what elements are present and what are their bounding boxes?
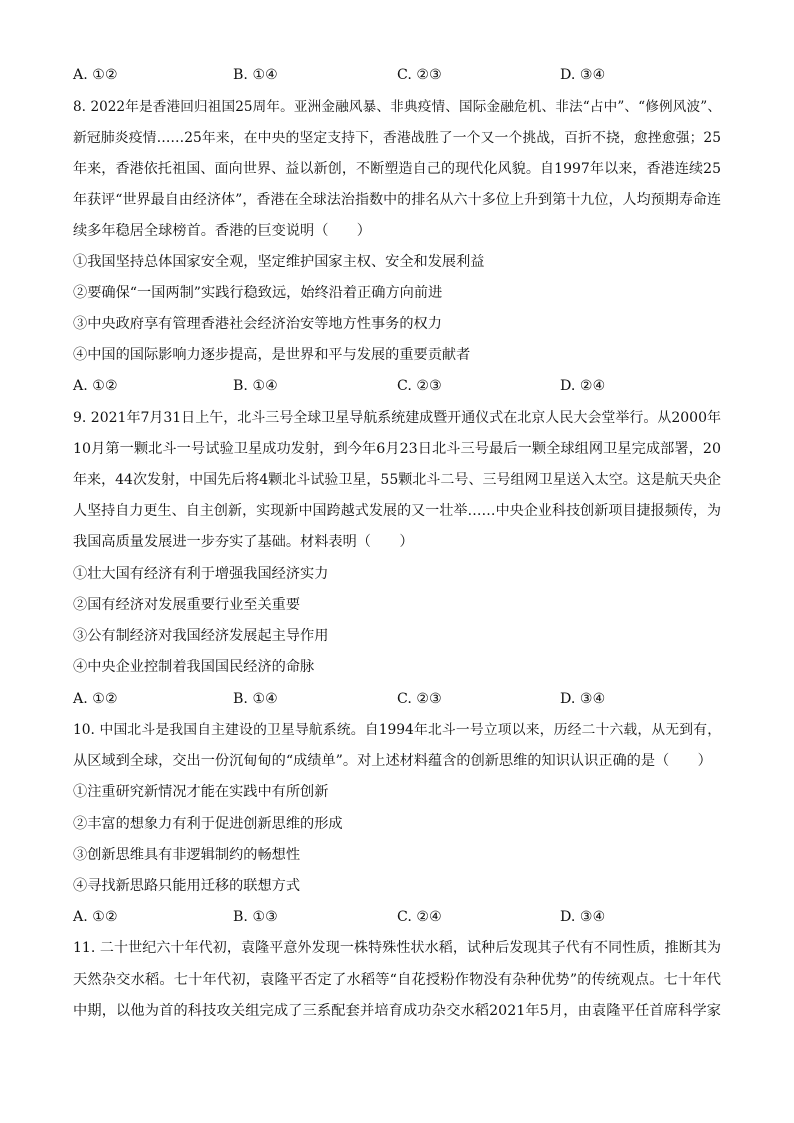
q8-stem-line: 年来，香港依托祖国、面向世界、益以新创，不断塑造自己的现代化风貌。自1997年以来，香港连续25	[73, 161, 721, 177]
q11-stem-line: 11. 二十世纪六十年代初，袁隆平意外发现一株特殊性状水稻，试种后发现其子代有不同性质，推断其为	[73, 940, 721, 956]
q8-stem-line: 8. 2022年是香港回归祖国25周年。亚洲金融风暴、非典疫情、国际金融危机、非法“占中”、“修例风波”、	[73, 99, 721, 115]
option-b[interactable]: B. ①③	[233, 909, 278, 925]
option-b[interactable]: B. ①④	[233, 378, 278, 394]
q10-stem-line: 从区域到全球，交出一份沉甸甸的“成绩单”。对上述材料蕴含的创新思维的知识认识正确的是（ ）	[73, 753, 712, 769]
option-a[interactable]: A. ①②	[73, 691, 118, 707]
option-c[interactable]: C. ②④	[397, 909, 442, 925]
q11-stem-line: 天然杂交水稻。七十年代初，袁隆平否定了水稻等“自花授粉作物没有杂种优势”的传统观点。七十年代	[73, 972, 721, 988]
q8-statement-4: ④中国的国际影响力逐步提高，是世界和平与发展的重要贡献者	[73, 347, 471, 363]
q9-statement-3: ③公有制经济对我国经济发展起主导作用	[73, 628, 329, 644]
q8-statement-3: ③中央政府享有管理香港社会经济治安等地方性事务的权力	[73, 316, 442, 332]
q9-statement-1: ①壮大国有经济有利于增强我国经济实力	[73, 566, 329, 582]
q9-stem-line: 我国高质量发展进一步夯实了基础。材料表明（ ）	[73, 534, 414, 550]
q8-stem-line: 年获评“世界最自由经济体”，香港在全球法治指数中的排名从六十多位上升到第十九位，人均预期寿命连	[73, 192, 721, 208]
q9-statement-4: ④中央企业控制着我国国民经济的命脉	[73, 659, 315, 675]
option-d[interactable]: D. ③④	[560, 691, 606, 707]
q9-stem-line: 9. 2021年7月31日上午，北斗三号全球卫星导航系统建成暨开通仪式在北京人民大会堂举行。从2000年	[73, 410, 721, 426]
q9-options-row	[73, 689, 721, 709]
q8-options-row	[73, 376, 721, 396]
q8-stem-line: 新冠肺炎疫情……25年来，在中央的坚定支持下，香港战胜了一个又一个挑战，百折不挠，愈挫愈强；25	[73, 130, 721, 146]
q9-stem-line: 10月第一颗北斗一号试验卫星成功发射，到今年6月23日北斗三号最后一颗全球组网卫星完成部署，20	[73, 441, 721, 457]
option-d[interactable]: D. ③④	[560, 67, 606, 83]
option-a[interactable]: A. ①②	[73, 378, 118, 394]
q8-stem-line: 续多年稳居全球榜首。香港的巨变说明（ ）	[73, 223, 371, 239]
option-b[interactable]: B. ①④	[233, 67, 278, 83]
options-row-previous	[73, 65, 721, 85]
q10-statement-3: ③创新思维具有非逻辑制约的畅想性	[73, 847, 301, 863]
option-d[interactable]: D. ③④	[560, 909, 606, 925]
option-c[interactable]: C. ②③	[397, 691, 442, 707]
q10-options-row	[73, 907, 721, 927]
q10-statement-4: ④寻找新思路只能用迁移的联想方式	[73, 878, 301, 894]
q11-stem-line: 中期，以他为首的科技攻关组完成了三系配套并培育成功杂交水稻2021年5月，由袁隆平任首席科学家	[73, 1003, 721, 1019]
option-d[interactable]: D. ②④	[560, 378, 606, 394]
q9-stem-line: 人坚持自力更生、自主创新，实现新中国跨越式发展的又一壮举……中央企业科技创新项目捷报频传，为	[73, 503, 721, 519]
q10-statement-2: ②丰富的想象力有利于促进创新思维的形成	[73, 816, 343, 832]
option-b[interactable]: B. ①④	[233, 691, 278, 707]
q8-statement-1: ①我国坚持总体国家安全观，坚定维护国家主权、安全和发展利益	[73, 254, 485, 270]
q8-statement-2: ②要确保“一国两制”实践行稳致远，始终沿着正确方向前进	[73, 285, 443, 301]
option-a[interactable]: A. ①②	[73, 909, 118, 925]
q9-statement-2: ②国有经济对发展重要行业至关重要	[73, 597, 301, 613]
q10-stem-line: 10. 中国北斗是我国自主建设的卫星导航系统。自1994年北斗一号立项以来，历经二十六载，从无到有，	[73, 722, 721, 738]
option-c[interactable]: C. ②③	[397, 67, 442, 83]
q10-statement-1: ①注重研究新情况才能在实践中有所创新	[73, 784, 329, 800]
option-c[interactable]: C. ②③	[397, 378, 442, 394]
option-a[interactable]: A. ①②	[73, 67, 118, 83]
q9-stem-line: 年来，44次发射，中国先后将4颗北斗试验卫星，55颗北斗二号、三号组网卫星送入太空。这是航天央企	[73, 472, 721, 488]
